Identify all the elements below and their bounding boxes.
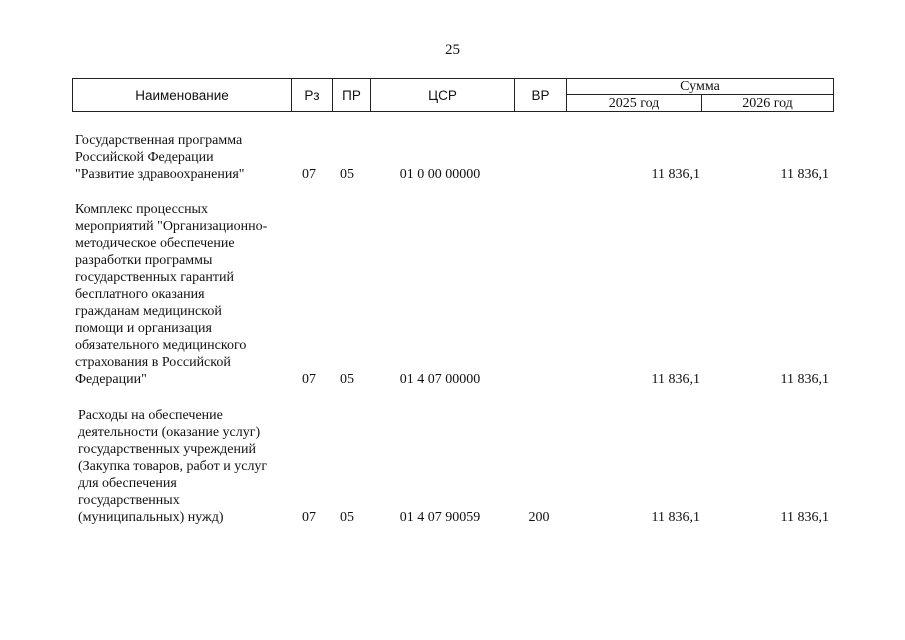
row-rz: 07	[302, 510, 316, 525]
row-csr: 01 0 00 00000	[399, 167, 481, 182]
row-vr: 200	[528, 510, 550, 525]
row-rz: 07	[302, 372, 316, 387]
header-pr: ПР	[333, 79, 371, 111]
header-year-2025: 2025 год	[567, 95, 702, 111]
header-year-2026: 2026 год	[742, 96, 793, 111]
header-csr: ЦСР	[371, 79, 515, 111]
row-sum-2026: 11 836,1	[780, 167, 829, 182]
header-sum: Сумма	[567, 79, 833, 95]
row-name: Государственная программа Российской Федерации "Развитие здравоохранения"	[75, 133, 245, 182]
header-sum-block	[567, 79, 833, 111]
row-sum-2025: 11 836,1	[651, 510, 700, 525]
header-name: Наименование	[73, 79, 292, 111]
table-row	[0, 407, 905, 529]
row-csr: 01 4 07 00000	[399, 372, 481, 387]
row-name: Комплекс процессных мероприятий "Организационно- методическое обеспечение разработки программы государственных гарантий бесплатного оказания гражданам медицинской помощи и организация обязательного медицинского страхования в Российской Федерации"	[75, 202, 268, 387]
table-row	[0, 132, 905, 186]
page-number: 25	[445, 42, 460, 58]
header-rz: Рз	[292, 79, 333, 111]
table-header	[72, 78, 834, 112]
row-pr: 05	[340, 372, 354, 387]
row-sum-2026: 11 836,1	[780, 372, 829, 387]
row-sum-2025: 11 836,1	[651, 167, 700, 182]
row-sum-2026: 11 836,1	[780, 510, 829, 525]
row-pr: 05	[340, 167, 354, 182]
row-csr: 01 4 07 90059	[399, 510, 481, 525]
header-vr: ВР	[515, 79, 567, 111]
row-pr: 05	[340, 510, 354, 525]
row-rz: 07	[302, 167, 316, 182]
row-name: Расходы на обеспечение деятельности (оказание услуг) государственных учреждений (Закупка товаров, работ и услуг для обеспечения государственных (муниципальных) нужд)	[78, 408, 268, 525]
row-sum-2025: 11 836,1	[651, 372, 700, 387]
table-row	[0, 201, 905, 391]
